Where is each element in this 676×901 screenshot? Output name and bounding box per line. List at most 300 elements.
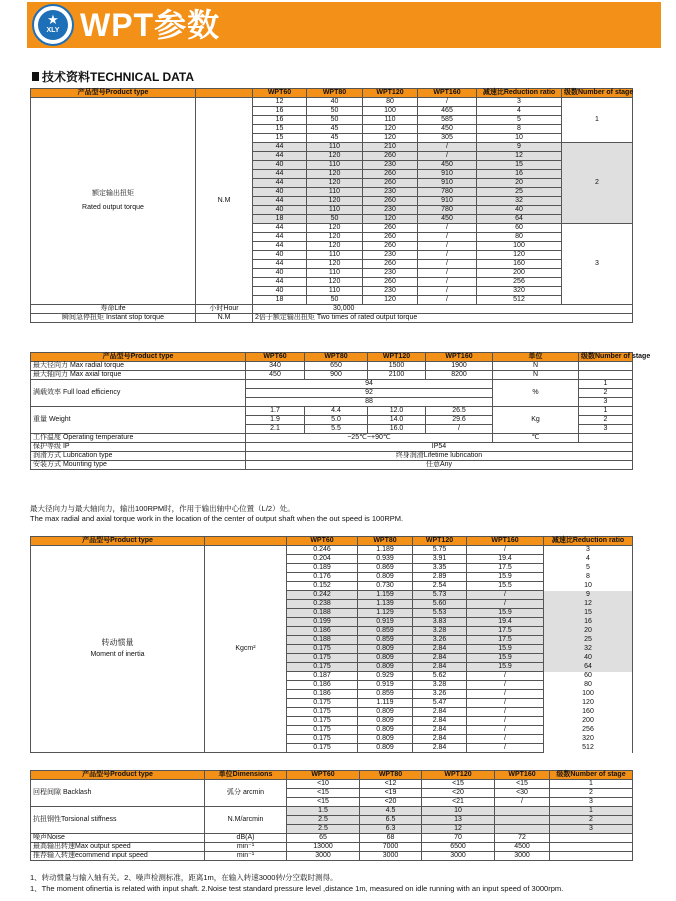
table-cell: 200 [477,269,562,278]
table-cell [550,843,633,852]
protect-row [31,443,633,452]
header-cell: 产品型号Product type [31,771,205,780]
table-cell: 45 [307,134,363,143]
table-cell: 3 [550,825,633,834]
table-cell: 2.84 [413,735,467,744]
table-cell: 2.5 [287,816,360,825]
efficiency-row [31,380,633,389]
table-cell: 50 [307,215,363,224]
table-cell: 0.175 [287,735,358,744]
table-cell: 2.84 [413,726,467,735]
table-cell: 19.4 [467,555,544,564]
table-cell: 12.0 [368,407,426,416]
table-cell: 4.4 [305,407,368,416]
table-cell: 20 [544,627,633,636]
table-cell: 2.5 [287,825,360,834]
table-cell: 15.9 [467,663,544,672]
table-cell: 40 [253,161,307,170]
table-cell: 25 [544,636,633,645]
table-cell: 210 [363,143,418,152]
table-cell: 65 [287,834,360,843]
table-cell: <10 [287,780,360,789]
table-cell: 0.246 [287,546,358,555]
table-cell: 0.730 [358,582,413,591]
table-cell: 7000 [360,843,422,852]
table-cell: 2.84 [413,708,467,717]
table-cell: / [418,269,477,278]
table-cell: 2 [550,789,633,798]
table-cell: 2.89 [413,573,467,582]
table-cell: 64 [544,663,633,672]
table-cell: 0.175 [287,726,358,735]
table-cell: 小时Hour [196,305,253,314]
table-cell: 44 [253,278,307,287]
table-cell: 50 [307,107,363,116]
table-cell: 110 [307,143,363,152]
life-row [31,305,633,314]
table-cell: 88 [246,398,493,407]
table-cell: 230 [363,269,418,278]
table-cell: 15 [253,125,307,134]
table-cell: 任意Any [246,461,633,470]
table-cell: 100 [544,690,633,699]
table-cell: 100 [477,242,562,251]
table-cell: 1.129 [358,609,413,618]
label-cn: 额定输出扭矩 [92,190,134,197]
table-cell [550,852,633,861]
header-cell: WPT120 [413,537,467,546]
table-cell: 0.859 [358,636,413,645]
table-cell: <15 [422,780,495,789]
table-cell: 4 [477,107,562,116]
table-cell: 3.26 [413,636,467,645]
table-cell: 120 [307,170,363,179]
stop-row [31,314,633,323]
weight-label: 重量 Weight [31,407,246,434]
table-cell: 2100 [368,371,426,380]
table-cell: / [467,591,544,600]
table-cell: 910 [418,197,477,206]
table-cell: 1500 [368,362,426,371]
table-cell: 5.73 [413,591,467,600]
table-cell: 1 [550,780,633,789]
table-cell: <20 [360,798,422,807]
table-cell: −25℃~+90℃ [246,434,493,443]
table-cell: 12 [544,600,633,609]
noise-row [31,834,633,843]
table-cell: 3000 [287,852,360,861]
header-cell [205,537,287,546]
table-cell: / [467,735,544,744]
table-cell [550,834,633,843]
table-cell: 5.60 [413,600,467,609]
table-cell: 12 [477,152,562,161]
table-cell: 0.175 [287,654,358,663]
table-cell: 3.26 [413,690,467,699]
table-cell: 6500 [422,843,495,852]
table-cell: 40 [544,654,633,663]
table-cell: <20 [422,789,495,798]
table-cell: / [418,143,477,152]
table-cell: 40 [253,188,307,197]
table-cell: 120 [477,251,562,260]
table-cell: 120 [363,134,418,143]
table-cell: 3 [550,798,633,807]
table-cell: 最大轴向力 Max axial torque [31,371,246,380]
table-cell: 10 [544,582,633,591]
table-cell: 0.186 [287,627,358,636]
table-cell: 3.91 [413,555,467,564]
table-cell: 0.809 [358,717,413,726]
table-cell: 1900 [426,362,493,371]
footnote-cn: 1、转动惯量与输入轴有关。2、噪声检测标准，距离1m，在输入转速3000转/分空载时测得。 [30,873,338,882]
unit-cell: Kgcm² [205,546,287,753]
table-cell: 45 [307,125,363,134]
table-cell: / [418,152,477,161]
backlash-table [30,770,633,861]
table-cell: 3 [579,425,633,434]
table-cell: 2.84 [413,717,467,726]
general-spec-table [30,352,651,470]
table-cell: 3000 [360,852,422,861]
table-cell: 0.175 [287,699,358,708]
table-cell: 260 [363,233,418,242]
inertia-table [30,536,633,753]
table-cell: 3 [477,98,562,107]
table-cell: 260 [363,179,418,188]
table-cell: 0.175 [287,717,358,726]
table-cell: 260 [363,152,418,161]
table-cell: 最大径向力 Max radial torque [31,362,246,371]
table-cell: 260 [363,224,418,233]
table-cell: 16 [253,107,307,116]
table-cell: 26.5 [426,407,493,416]
footnote-en: 1、The moment ofinertia is related with input shaft. 2.Noise test standard pressure level ,distance 1m, measured on idle running with an input speed of 3000rpm. [30,884,564,893]
header-cell: WPT120 [422,771,495,780]
table-cell: 2.84 [413,744,467,753]
header-cell [196,89,253,98]
table-cell: 0.175 [287,708,358,717]
header-cell: 单位 [493,353,579,362]
table-cell: 0.809 [358,573,413,582]
table-row [31,98,633,107]
table-cell: 60 [477,224,562,233]
table-cell: 3.28 [413,681,467,690]
table-cell: 13000 [287,843,360,852]
square-bullet-icon [32,72,39,81]
table-cell: 5.53 [413,609,467,618]
table-cell: ℃ [493,434,579,443]
note-cn: 最大径向力与最大轴向力，输出100RPM时，作用于输出轴中心位置（L/2）处。 [30,504,295,513]
table-cell: 260 [363,260,418,269]
table-cell [495,825,550,834]
table-cell [579,371,633,380]
stage-cell: 1 [562,98,633,143]
table-cell: / [467,546,544,555]
table-cell: / [467,699,544,708]
table-cell: 110 [307,161,363,170]
table-cell: 160 [477,260,562,269]
table-cell: / [418,251,477,260]
table-cell: 2.1 [246,425,305,434]
table-cell: 19.4 [467,618,544,627]
table-cell [579,434,633,443]
table-cell: 160 [544,708,633,717]
table-cell: 0.188 [287,636,358,645]
table-cell: N [493,371,579,380]
table-cell: 保护等级 IP [31,443,246,452]
table-cell: 0.809 [358,654,413,663]
table-cell: / [467,708,544,717]
table-cell: / [418,260,477,269]
table-cell: / [467,717,544,726]
table-cell: 14.0 [368,416,426,425]
table-cell: 终身润滑Lifetime lubrication [246,452,633,461]
table-cell: 8 [544,573,633,582]
header-cell: WPT80 [358,537,413,546]
table-cell: 465 [418,107,477,116]
table-cell: 4.5 [360,807,422,816]
table-cell: 0.176 [287,573,358,582]
table-cell: 44 [253,152,307,161]
table-cell: 450 [418,215,477,224]
section-title: 技术资料TECHNICAL DATA [32,70,194,84]
table-cell: 2 [579,389,633,398]
table-cell: 6.5 [360,816,422,825]
table-cell: 12 [422,825,495,834]
table-cell: 110 [307,269,363,278]
table-cell: 13 [422,816,495,825]
table-cell: 0.204 [287,555,358,564]
lube-row [31,452,633,461]
stiffness-label: 抗扭钢性Torsional stiffness [31,807,205,834]
table-cell: 256 [477,278,562,287]
table-cell: N [493,362,579,371]
table-cell: % [493,380,579,407]
stiffness-row [31,807,633,816]
table-cell: / [418,242,477,251]
table-cell: 100 [363,107,418,116]
temp-row [31,434,633,443]
table-cell: 2.84 [413,663,467,672]
table-cell: 20 [477,179,562,188]
table-cell: 0.869 [358,564,413,573]
header-cell: 产品型号Product type [31,353,246,362]
table-cell: min⁻¹ [205,843,287,852]
table-cell: 80 [544,681,633,690]
table-cell: 910 [418,179,477,188]
table-cell: 17.5 [467,564,544,573]
table-cell: 910 [418,170,477,179]
radial-row [31,362,633,371]
header-cell: WPT160 [426,353,493,362]
table-cell: 512 [544,744,633,753]
table-cell: N.M/arcmin [205,807,287,834]
stage-cell: 3 [562,224,633,305]
table-cell: 110 [363,116,418,125]
table-cell: 1 [550,807,633,816]
table-cell: 2 [550,816,633,825]
table-cell: 8200 [426,371,493,380]
table-cell: 17.5 [467,627,544,636]
table-cell: 0.809 [358,744,413,753]
header-row [31,89,633,98]
table-row [31,546,633,555]
table-cell: / [418,98,477,107]
table-cell: 44 [253,143,307,152]
table-cell: 3.83 [413,618,467,627]
header-cell: WPT80 [307,89,363,98]
table-cell: 15 [253,134,307,143]
table-cell: / [467,681,544,690]
table-cell: 120 [307,224,363,233]
table-cell: 15.9 [467,573,544,582]
weight-row [31,407,633,416]
table-cell: 推荐输入转速ecommend input speed [31,852,205,861]
table-cell: 450 [418,161,477,170]
table-cell: 0.188 [287,609,358,618]
table-cell: 60 [544,672,633,681]
table-cell: 780 [418,188,477,197]
table-cell: 5 [477,116,562,125]
table-cell: 1.5 [287,807,360,816]
table-cell: / [418,296,477,305]
table-cell: 94 [246,380,493,389]
table-cell: 15 [544,609,633,618]
table-cell: N.M [196,314,253,323]
table-cell: 512 [477,296,562,305]
header-cell: 级数Number of stage [579,353,633,362]
header-cell: WPT60 [287,771,360,780]
table-cell: 0.187 [287,672,358,681]
table-cell: 4 [544,555,633,564]
table-cell: 110 [307,251,363,260]
table-cell: 安装方式 Mounting type [31,461,246,470]
table-cell: 1 [579,380,633,389]
table-cell: 3000 [495,852,550,861]
table-cell: <21 [422,798,495,807]
table-cell: 0.929 [358,672,413,681]
header-row [31,353,633,362]
table-cell: 64 [477,215,562,224]
table-cell: 260 [363,278,418,287]
table-cell: 230 [363,161,418,170]
table-cell: 260 [363,242,418,251]
table-cell: 18 [253,296,307,305]
table-cell: 120 [363,125,418,134]
table-cell: 最高输出转速Max output speed [31,843,205,852]
table-cell: / [418,233,477,242]
table-cell: 0.238 [287,600,358,609]
table-cell: 230 [363,251,418,260]
label-en: Moment of inertia [90,651,145,658]
backlash-row [31,780,633,789]
table-cell: 900 [305,371,368,380]
table-cell: / [418,287,477,296]
table-cell: 0.809 [358,735,413,744]
table-cell: 0.919 [358,618,413,627]
table-cell: 0.186 [287,681,358,690]
table-cell: 120 [363,215,418,224]
table-cell: 0.186 [287,690,358,699]
table-cell: / [418,278,477,287]
table-cell: 450 [246,371,305,380]
table-cell: 230 [363,206,418,215]
table-cell: 16 [544,618,633,627]
table-cell: 0.152 [287,582,358,591]
table-cell: 0.859 [358,627,413,636]
table-cell: 44 [253,179,307,188]
table-cell: 5.62 [413,672,467,681]
table-cell: 1.7 [246,407,305,416]
table-cell: 2.84 [413,645,467,654]
life-label: 寿命Life [31,305,196,314]
table-cell: 5.0 [305,416,368,425]
table-cell: 2.54 [413,582,467,591]
table-cell: 230 [363,188,418,197]
table-cell: / [467,672,544,681]
table-cell: 15.9 [467,645,544,654]
table-cell: <12 [360,780,422,789]
table-cell: 72 [495,834,550,843]
table-cell: 15.9 [467,654,544,663]
table-cell: dB(A) [205,834,287,843]
table-cell: 120 [307,242,363,251]
header-cell: 产品型号Product type [31,537,205,546]
table-cell: 40 [253,269,307,278]
table-cell: 1.139 [358,600,413,609]
table-cell: 44 [253,170,307,179]
table-cell: 9 [477,143,562,152]
table-cell: IP54 [246,443,633,452]
table-cell: <15 [495,780,550,789]
table-cell: 110 [307,287,363,296]
header-cell: 减速比Reduction ratio [544,537,633,546]
table-cell: 110 [307,206,363,215]
mount-row [31,461,633,470]
rated-torque-table [30,88,633,323]
table-cell: 0.175 [287,645,358,654]
inspeed-row [31,852,633,861]
table-cell: 120 [307,179,363,188]
table-cell: 6.3 [360,825,422,834]
table-cell: 弧分 arcmin [205,780,287,807]
maxspeed-row [31,843,633,852]
table-cell: 25 [477,188,562,197]
header-cell: 产品型号Product type [31,89,196,98]
table-cell: 1 [579,407,633,416]
header-row [31,537,633,546]
header-cell: WPT60 [253,89,307,98]
table-cell: <30 [495,789,550,798]
table-cell: 230 [363,287,418,296]
table-cell: / [467,726,544,735]
table-cell: 润滑方式 Lubrication type [31,452,246,461]
table-cell: 32 [477,197,562,206]
table-cell: 12 [253,98,307,107]
table-cell: 16 [477,170,562,179]
table-cell: 585 [418,116,477,125]
table-cell: 29.6 [426,416,493,425]
table-cell: 16 [253,116,307,125]
header-cell: WPT60 [246,353,305,362]
header-cell: WPT80 [360,771,422,780]
table-cell: 工作温度 Operating temperature [31,434,246,443]
table-cell: 260 [363,170,418,179]
unit-cell: N.M [196,98,253,305]
table-cell [495,807,550,816]
header-cell: WPT160 [495,771,550,780]
